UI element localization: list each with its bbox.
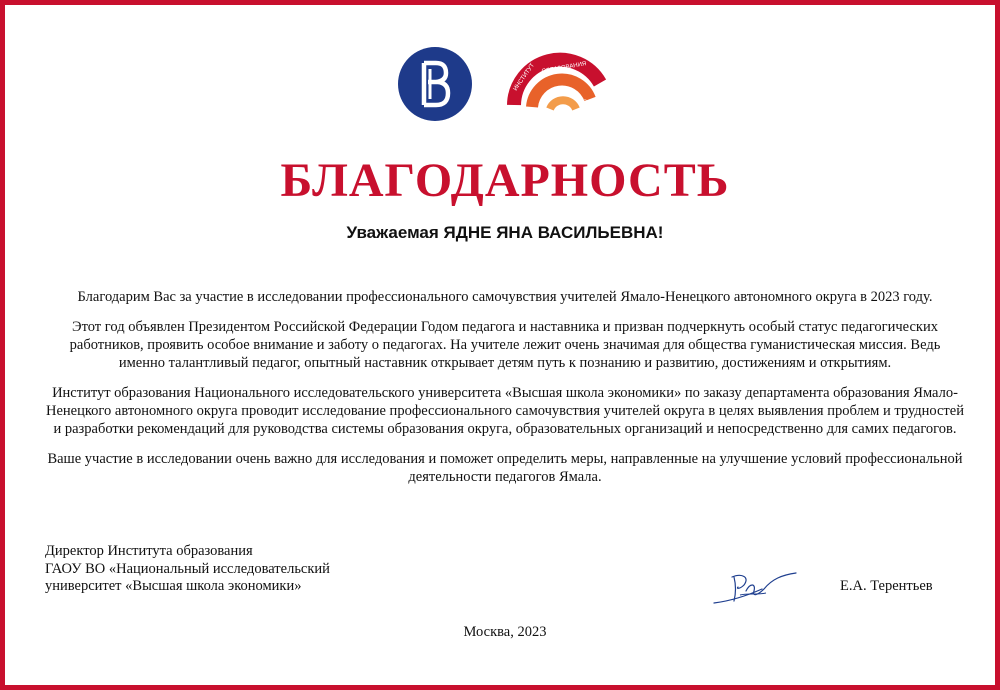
certificate-title: БЛАГОДАРНОСТЬ <box>280 154 730 207</box>
paragraph-1: Благодарим Вас за участие в исследовании профессионального самочувствия учителей Ямало-Ненецкого автономного округа в 2023 году. <box>77 289 933 305</box>
paragraph-2: Этот год объявлен Президентом Российской Федерации Годом педагога и наставника и призван подчеркнуть особый статус педагогических работников, проявить особое внимание и заботу о педагогах. На учителе лежит очень значимая для общества гуманистическая миссия. Ведь именно талантливый педагог, опытный наставник открывает детям путь к познанию и развитию, достижениям и открытиям. <box>69 319 941 371</box>
letter-body <box>45 288 965 498</box>
institute-logo-text-3: НИУ ВШЭ <box>563 91 588 105</box>
signatory-title-line-2: ГАОУ ВО «Национальный исследовательский <box>45 560 330 577</box>
signatory-title-line-1: Директор Института образования <box>45 543 253 559</box>
institute-logo-icon <box>502 43 612 123</box>
paragraph-3: Институт образования Национального исследовательского университета «Высшая школа экономики» по заказу департамента образования Ямало-Ненецкого автономного округа проводит исследование профессионального самочувствия учителей округа в целях выявления проблем и трудностей и разработки рекомендаций для руководства системы образования округа, образовательных организаций и непосредственно для самих педагогов. <box>46 385 964 437</box>
signatory-name: Е.А. Терентьев <box>840 578 933 594</box>
institute-logo-text-1: ИНСТИТУТ <box>512 62 536 93</box>
hse-logo-icon <box>398 47 472 121</box>
institute-logo-text-2: ОБРАЗОВАНИЯ <box>541 61 587 75</box>
signatory-title-block <box>45 543 405 596</box>
handwritten-signature <box>710 567 800 609</box>
greeting-line: Уважаемая ЯДНЕ ЯНА ВАСИЛЬЕВНА! <box>346 223 664 242</box>
signatory-title-line-3: университет «Высшая школа экономики» <box>45 578 302 594</box>
logos-row <box>5 43 1000 123</box>
paragraph-4: Ваше участие в исследовании очень важно для исследования и поможет определить меры, направленные на улучшение условий профессиональной деятельности педагогов Ямала. <box>47 451 963 485</box>
city-year: Москва, 2023 <box>463 624 547 640</box>
